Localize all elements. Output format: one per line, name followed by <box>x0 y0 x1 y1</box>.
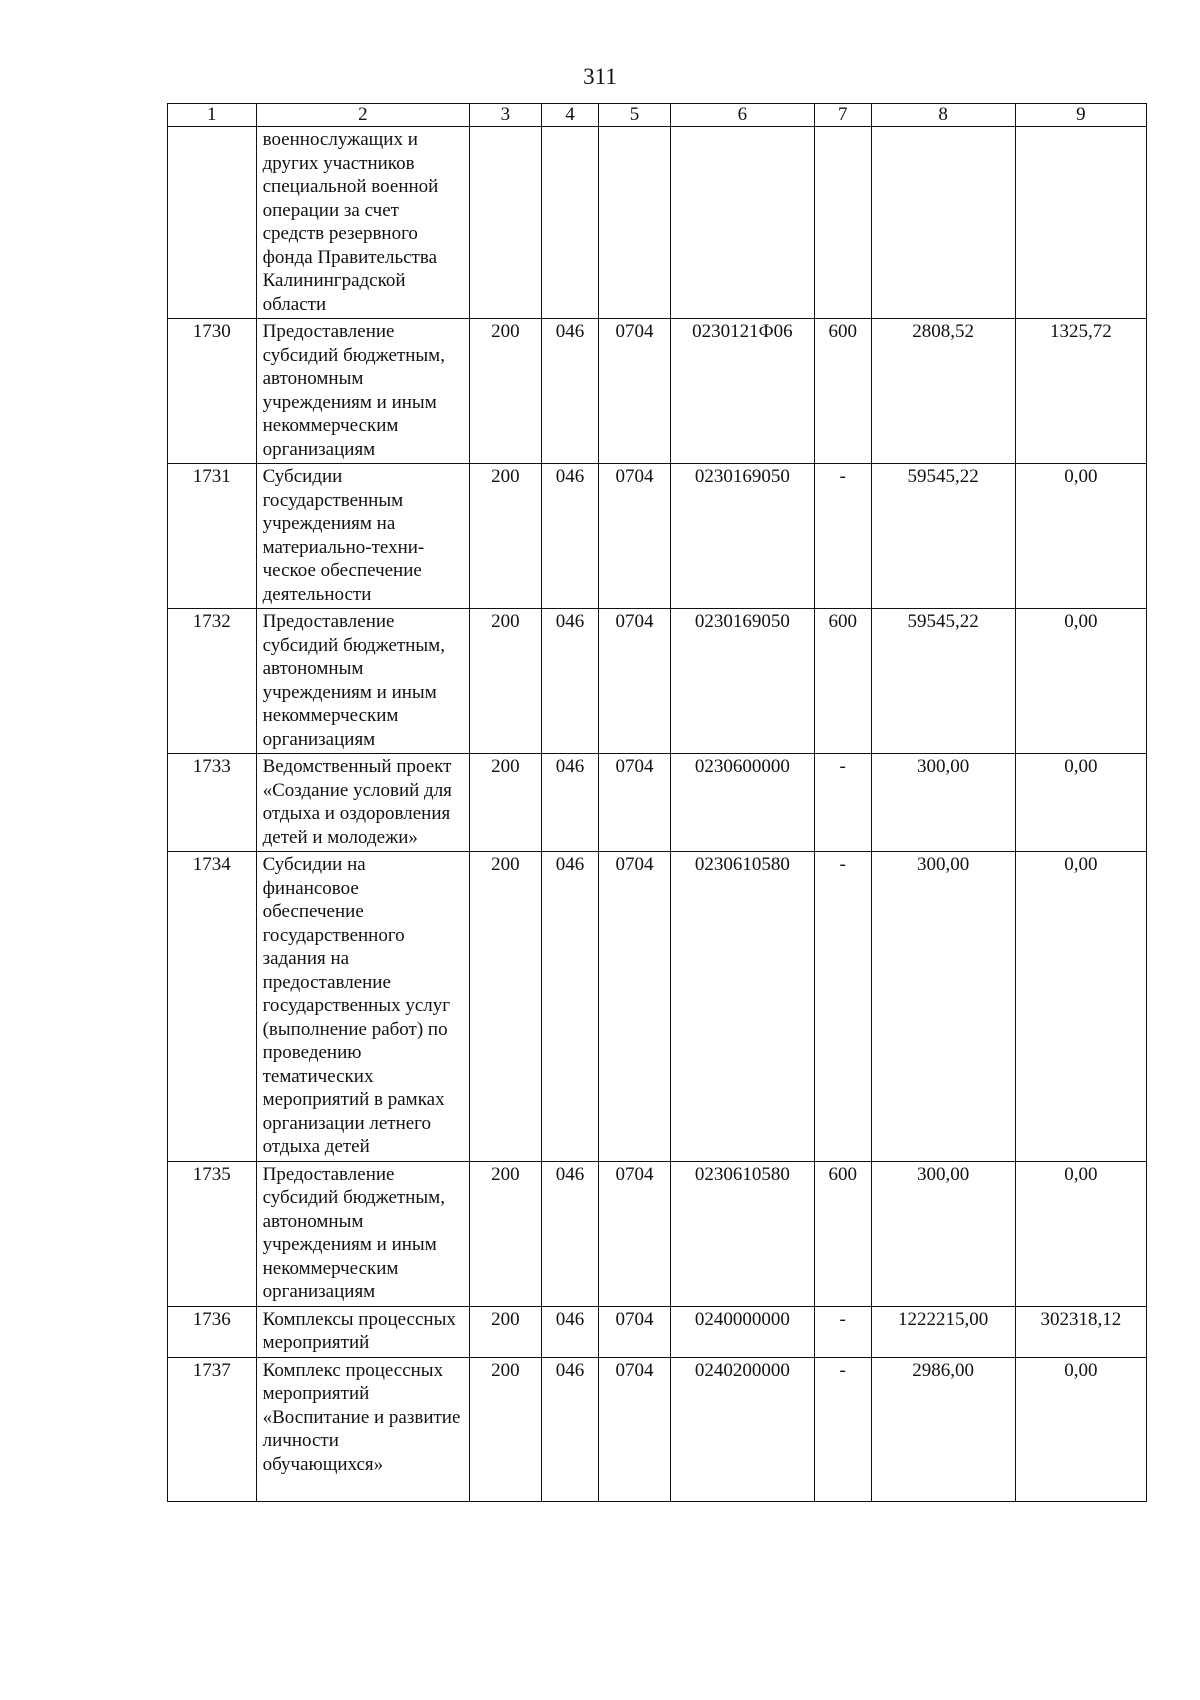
amount-cell: 0,00 <box>1015 1161 1146 1306</box>
amount-cell: 2808,52 <box>871 319 1015 464</box>
description-cell: Субсидии на финансовое обеспечение государственного задания на предоставление государственных услуг (выполнение работ) по проведению тематических мероприятий в рамках организации летнего отдыха детей <box>256 852 470 1162</box>
row-number-cell: 1731 <box>168 464 257 609</box>
description-cell: Ведомственный проект «Создание условий для отдыха и оздоровления детей и молодежи» <box>256 754 470 852</box>
expense-type-cell: - <box>814 754 871 852</box>
table-row <box>168 852 1147 1162</box>
column-header: 4 <box>541 104 599 127</box>
description-cell: Комплекс процессных мероприятий «Воспитание и развитие личности обучающихся» <box>256 1357 470 1501</box>
amount-cell: 59545,22 <box>871 609 1015 754</box>
column-header: 7 <box>814 104 871 127</box>
amount-cell: 59545,22 <box>871 464 1015 609</box>
column-header: 1 <box>168 104 257 127</box>
target-article-cell: 0230600000 <box>670 754 814 852</box>
target-article-cell: 0230121Ф06 <box>670 319 814 464</box>
code-cell: 200 <box>470 464 542 609</box>
table-header-row <box>168 104 1147 127</box>
row-number-cell: 1730 <box>168 319 257 464</box>
target-article-cell: 0240000000 <box>670 1306 814 1357</box>
row-number-cell: 1737 <box>168 1357 257 1501</box>
row-number-cell: 1735 <box>168 1161 257 1306</box>
page-number: 311 <box>583 64 617 89</box>
amount-cell: 0,00 <box>1015 754 1146 852</box>
target-article-cell: 0230169050 <box>670 464 814 609</box>
section-cell: 0704 <box>599 609 671 754</box>
amount-cell: 1325,72 <box>1015 319 1146 464</box>
column-header: 9 <box>1015 104 1146 127</box>
table-row <box>168 1357 1147 1501</box>
department-cell: 046 <box>541 464 599 609</box>
amount-cell: 0,00 <box>1015 852 1146 1162</box>
row-number-cell <box>168 127 257 319</box>
table-row <box>168 754 1147 852</box>
table-row <box>168 127 1147 319</box>
code-cell: 200 <box>470 319 542 464</box>
amount-cell: 300,00 <box>871 852 1015 1162</box>
table-row <box>168 1161 1147 1306</box>
expense-type-cell: - <box>814 1306 871 1357</box>
amount-cell <box>871 127 1015 319</box>
expense-type-cell: - <box>814 464 871 609</box>
section-cell: 0704 <box>599 1306 671 1357</box>
section-cell: 0704 <box>599 1161 671 1306</box>
table-row <box>168 319 1147 464</box>
amount-cell: 302318,12 <box>1015 1306 1146 1357</box>
section-cell: 0704 <box>599 319 671 464</box>
code-cell: 200 <box>470 754 542 852</box>
expense-type-cell <box>814 127 871 319</box>
row-number-cell: 1733 <box>168 754 257 852</box>
department-cell: 046 <box>541 1306 599 1357</box>
expense-type-cell: 600 <box>814 319 871 464</box>
row-number-cell: 1734 <box>168 852 257 1162</box>
column-header: 8 <box>871 104 1015 127</box>
code-cell: 200 <box>470 1161 542 1306</box>
column-header: 2 <box>256 104 470 127</box>
budget-table <box>167 103 1147 1502</box>
expense-type-cell: - <box>814 1357 871 1501</box>
department-cell: 046 <box>541 852 599 1162</box>
target-article-cell: 0230610580 <box>670 852 814 1162</box>
column-header: 5 <box>599 104 671 127</box>
target-article-cell: 0230610580 <box>670 1161 814 1306</box>
description-cell: Предоставление субсидий бюджетным, автономным учреждениям и иным некоммерческим организациям <box>256 319 470 464</box>
department-cell: 046 <box>541 319 599 464</box>
target-article-cell <box>670 127 814 319</box>
description-cell: Предоставление субсидий бюджетным, автономным учреждениям и иным некоммерческим организациям <box>256 609 470 754</box>
amount-cell: 1222215,00 <box>871 1306 1015 1357</box>
expense-type-cell: 600 <box>814 609 871 754</box>
amount-cell: 2986,00 <box>871 1357 1015 1501</box>
section-cell: 0704 <box>599 852 671 1162</box>
section-cell: 0704 <box>599 1357 671 1501</box>
code-cell: 200 <box>470 1306 542 1357</box>
description-cell: Субсидии государственным учреждениям на материально-техни-ческое обеспечение деятельности <box>256 464 470 609</box>
column-header: 6 <box>670 104 814 127</box>
amount-cell: 0,00 <box>1015 464 1146 609</box>
department-cell <box>541 127 599 319</box>
table-row <box>168 1306 1147 1357</box>
description-cell: военнослужащих и других участников специальной военной операции за счет средств резервного фонда Правительства Калининградской области <box>256 127 470 319</box>
amount-cell: 300,00 <box>871 1161 1015 1306</box>
expense-type-cell: 600 <box>814 1161 871 1306</box>
department-cell: 046 <box>541 754 599 852</box>
table-row <box>168 609 1147 754</box>
description-cell: Предоставление субсидий бюджетным, автономным учреждениям и иным некоммерческим организациям <box>256 1161 470 1306</box>
amount-cell: 0,00 <box>1015 1357 1146 1501</box>
amount-cell: 0,00 <box>1015 609 1146 754</box>
target-article-cell: 0230169050 <box>670 609 814 754</box>
column-header: 3 <box>470 104 542 127</box>
target-article-cell: 0240200000 <box>670 1357 814 1501</box>
table-row <box>168 464 1147 609</box>
amount-cell: 300,00 <box>871 754 1015 852</box>
amount-cell <box>1015 127 1146 319</box>
code-cell: 200 <box>470 852 542 1162</box>
expense-type-cell: - <box>814 852 871 1162</box>
code-cell <box>470 127 542 319</box>
description-cell: Комплексы процессных мероприятий <box>256 1306 470 1357</box>
row-number-cell: 1732 <box>168 609 257 754</box>
department-cell: 046 <box>541 1357 599 1501</box>
code-cell: 200 <box>470 1357 542 1501</box>
section-cell: 0704 <box>599 464 671 609</box>
section-cell: 0704 <box>599 754 671 852</box>
section-cell <box>599 127 671 319</box>
department-cell: 046 <box>541 1161 599 1306</box>
row-number-cell: 1736 <box>168 1306 257 1357</box>
code-cell: 200 <box>470 609 542 754</box>
department-cell: 046 <box>541 609 599 754</box>
